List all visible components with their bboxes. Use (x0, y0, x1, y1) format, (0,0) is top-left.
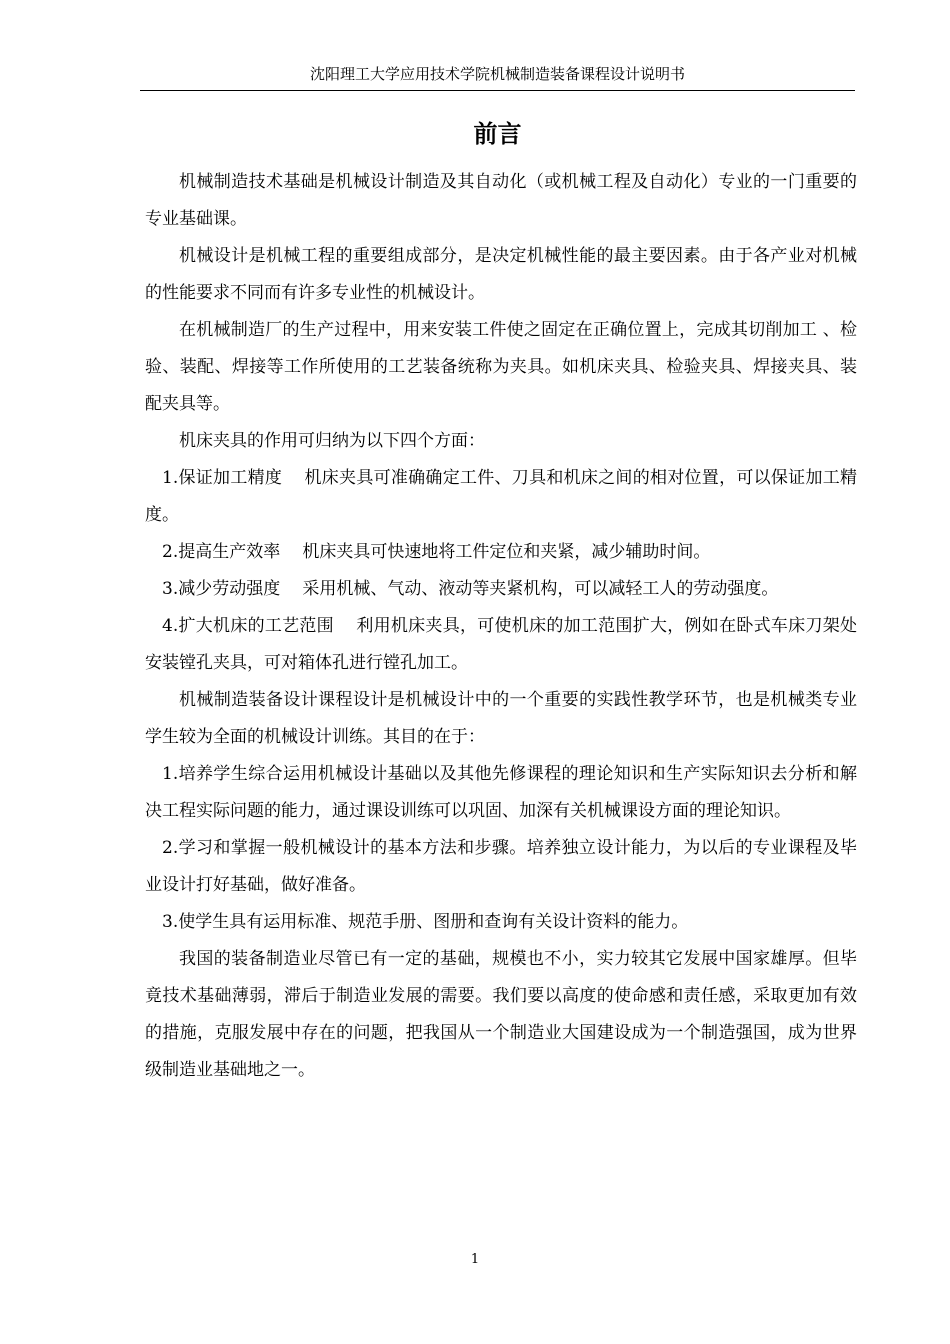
paragraph-design: 机械设计是机械工程的重要组成部分，是决定机械性能的最主要因素。由于各产业对机械的性能要求不同而有许多专业性的机械设计。 (145, 246, 857, 303)
page-header: 沈阳理工大学应用技术学院机械制造装备课程设计说明书 (309, 65, 685, 83)
goal-item: 3.使学生具有运用标准、规范手册、图册和查询有关设计资料的能力。 (162, 912, 689, 932)
function-item-title: 2.提高生产效率 (162, 542, 281, 562)
function-item-text: 利用机床夹具，可使机床的加工范围扩大，例如在卧式车床刀架处安装镗孔夹具，可对箱体孔进行镗孔加工。 (145, 616, 857, 673)
paragraph-functions-intro: 机床夹具的作用可归纳为以下四个方面： (179, 431, 485, 451)
function-item-title: 1.保证加工精度 (162, 468, 283, 488)
function-item-text: 机床夹具可快速地将工件定位和夹紧，减少辅助时间。 (302, 542, 711, 562)
paragraph-intro: 机械制造技术基础是机械设计制造及其自动化（或机械工程及自动化）专业的一门重要的专业基础课。 (145, 172, 857, 229)
page-number: 1 (470, 1252, 480, 1267)
page-title: 前言 (473, 120, 522, 148)
function-item (145, 608, 857, 682)
paragraph-fixture: 在机械制造厂的生产过程中，用来安装工件使之固定在正确位置上，完成其切削加工 、检验、装配、焊接等工作所使用的工艺装备统称为夹具。如机床夹具、检验夹具、焊接夹具、装配夹具等。 (145, 320, 857, 414)
function-item-title: 4.扩大机床的工艺范围 (162, 616, 334, 636)
function-item-title: 3.减少劳动强度 (162, 579, 281, 599)
body-text (145, 164, 857, 1089)
function-item-text: 采用机械、气动、液动等夹紧机构，可以减轻工人的劳动强度。 (302, 579, 779, 599)
paragraph-course-design: 机械制造装备设计课程设计是机械设计中的一个重要的实践性教学环节，也是机械类专业学生较为全面的机械设计训练。其目的在于： (145, 690, 857, 747)
paragraph-conclusion: 我国的装备制造业尽管已有一定的基础，规模也不小，实力较其它发展中国家雄厚。但毕竟技术基础薄弱，滞后于制造业发展的需要。我们要以高度的使命感和责任感，采取更加有效的措施，克服发展中存在的问题，把我国从一个制造业大国建设成为一个制造强国，成为世界级制造业基础地之一。 (145, 949, 857, 1080)
header-divider (140, 90, 855, 91)
function-item (145, 460, 857, 534)
goal-item: 2.学习和掌握一般机械设计的基本方法和步骤。培养独立设计能力，为以后的专业课程及毕业设计打好基础，做好准备。 (145, 838, 857, 895)
function-item (145, 571, 857, 608)
function-item-text: 机床夹具可准确确定工件、刀具和机床之间的相对位置，可以保证加工精度。 (145, 468, 857, 525)
function-item (145, 534, 857, 571)
goal-item: 1.培养学生综合运用机械设计基础以及其他先修课程的理论知识和生产实际知识去分析和解决工程实际问题的能力，通过课设训练可以巩固、加深有关机械课设方面的理论知识。 (145, 764, 857, 821)
